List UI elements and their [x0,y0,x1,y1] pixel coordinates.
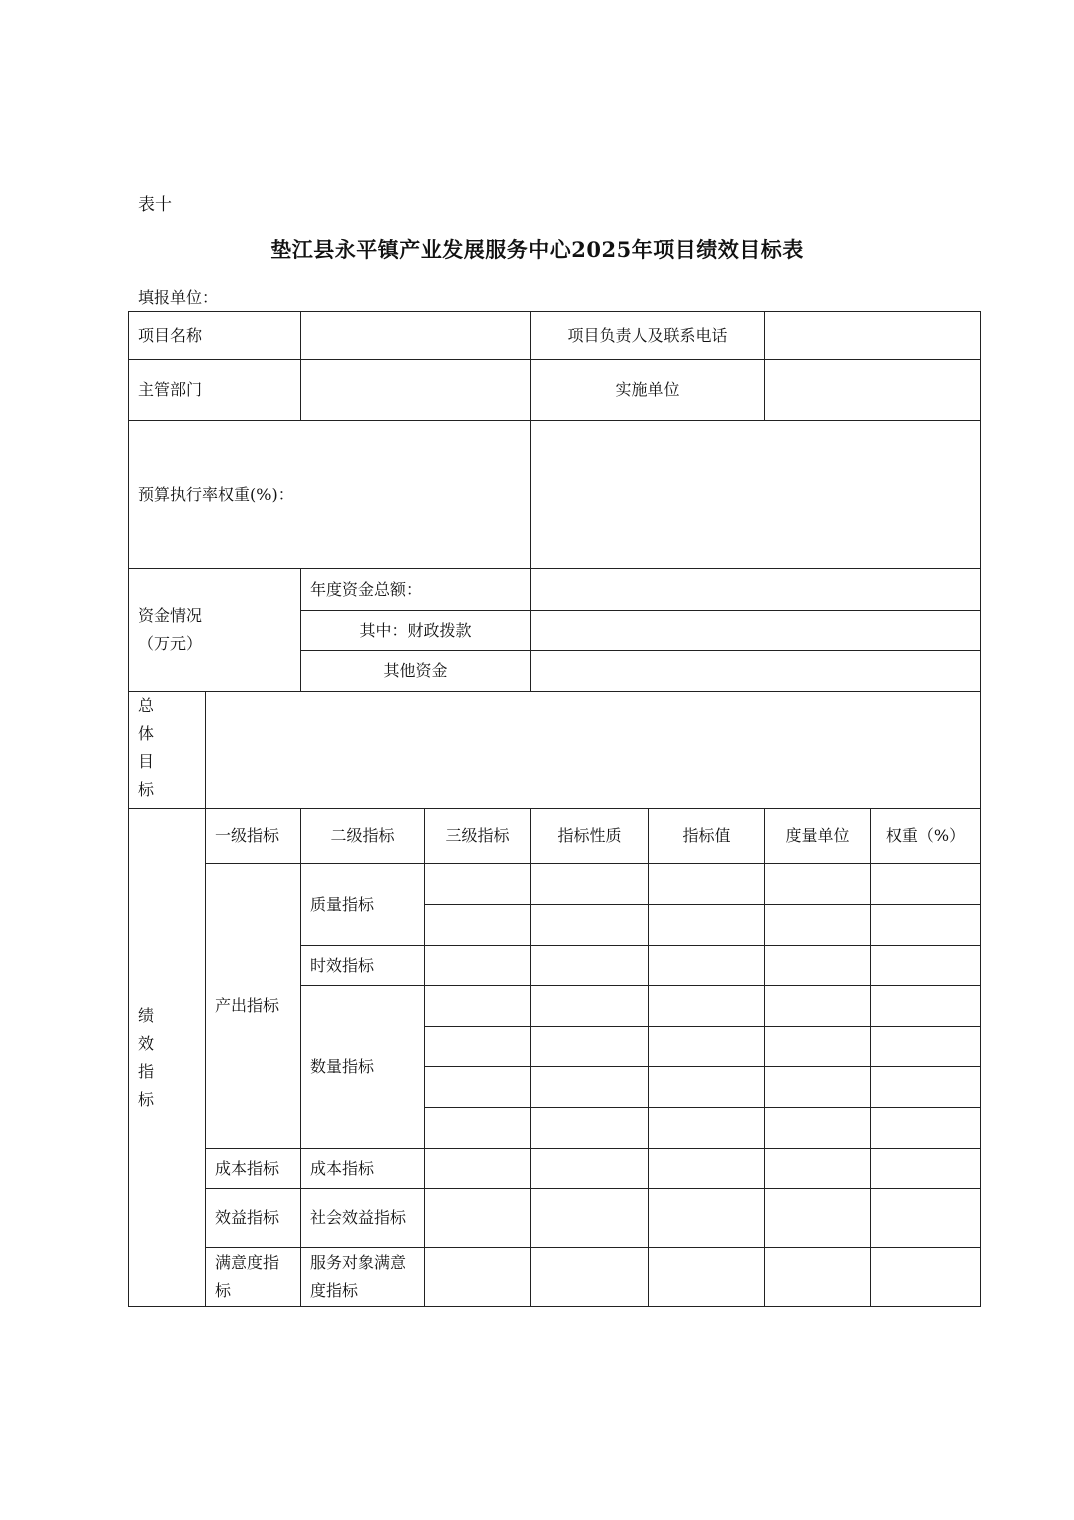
indicator-cell[interactable] [425,905,531,946]
indicator-cell[interactable] [871,864,981,905]
annual-total-label: 年度资金总额： [301,569,531,611]
indicator-cell[interactable] [425,1149,531,1189]
timeliness-indicator-label: 时效指标 [301,946,425,986]
indicator-cell[interactable] [765,1189,871,1248]
indicator-cell[interactable] [871,1248,981,1307]
benefit-indicator-level1: 效益指标 [206,1189,301,1248]
indicator-cell[interactable] [649,864,765,905]
indicator-cell[interactable] [531,1248,649,1307]
header-weight: 权重（%） [871,809,981,864]
indicator-cell[interactable] [649,946,765,986]
overall-goal-label: 总 体 目 标 [129,692,206,809]
indicator-cell[interactable] [425,1248,531,1307]
reporting-unit-label: 填报单位： [138,288,219,307]
indicator-cell[interactable] [531,1189,649,1248]
cost-indicator-level2: 成本指标 [301,1149,425,1189]
project-name-field[interactable] [301,312,531,360]
indicator-cell[interactable] [649,905,765,946]
indicator-cell[interactable] [531,1067,649,1108]
indicator-cell[interactable] [765,1067,871,1108]
indicator-cell[interactable] [871,1067,981,1108]
cost-indicator-level1: 成本指标 [206,1149,301,1189]
indicator-cell[interactable] [871,1149,981,1189]
indicator-cell[interactable] [531,946,649,986]
indicator-cell[interactable] [425,1027,531,1067]
indicator-cell[interactable] [871,1189,981,1248]
overall-goal-field[interactable] [206,692,981,809]
indicator-cell[interactable] [765,905,871,946]
indicator-cell[interactable] [531,1027,649,1067]
indicator-cell[interactable] [649,1027,765,1067]
quality-indicator-label: 质量指标 [301,864,425,946]
quantity-indicator-label: 数量指标 [301,986,425,1149]
indicator-cell[interactable] [531,1149,649,1189]
indicator-cell[interactable] [871,986,981,1027]
indicator-cell[interactable] [765,946,871,986]
budget-rate-field[interactable] [531,421,981,569]
indicator-cell[interactable] [765,864,871,905]
indicator-cell[interactable] [649,1149,765,1189]
fiscal-allocation-field[interactable] [531,611,981,651]
indicator-cell[interactable] [871,1108,981,1149]
performance-target-table [128,311,981,1307]
header-level1: 一级指标 [206,809,301,864]
header-nature: 指标性质 [531,809,649,864]
header-level2: 二级指标 [301,809,425,864]
indicator-cell[interactable] [765,1149,871,1189]
indicator-cell[interactable] [425,1108,531,1149]
indicator-cell[interactable] [765,1248,871,1307]
indicator-cell[interactable] [649,1108,765,1149]
indicator-cell[interactable] [649,986,765,1027]
social-benefit-indicator: 社会效益指标 [301,1189,425,1248]
funds-label: 资金情况 （万元） [129,569,301,692]
indicator-cell[interactable] [871,905,981,946]
satisfaction-indicator-level1: 满意度指标 [206,1248,301,1307]
performance-indicators-label: 绩 效 指 标 [129,809,206,1307]
indicator-cell[interactable] [425,946,531,986]
other-funds-label: 其他资金 [301,651,531,692]
indicator-cell[interactable] [765,1027,871,1067]
annual-total-field[interactable] [531,569,981,611]
implementing-unit-label: 实施单位 [531,360,765,421]
service-satisfaction-indicator: 服务对象满意度指标 [301,1248,425,1307]
header-unit: 度量单位 [765,809,871,864]
department-label: 主管部门 [129,360,301,421]
indicator-cell[interactable] [531,864,649,905]
project-manager-label: 项目负责人及联系电话 [531,312,765,360]
document-title: 垫江县永平镇产业发展服务中心2025年项目绩效目标表 [270,237,804,262]
indicator-cell[interactable] [871,1027,981,1067]
indicator-cell[interactable] [531,986,649,1027]
indicator-cell[interactable] [425,864,531,905]
table-number: 表十 [138,195,172,215]
indicator-cell[interactable] [649,1248,765,1307]
fiscal-allocation-label: 其中：财政拨款 [301,611,531,651]
header-level3: 三级指标 [425,809,531,864]
indicator-cell[interactable] [649,1189,765,1248]
other-funds-field[interactable] [531,651,981,692]
output-indicator-label: 产出指标 [206,864,301,1149]
indicator-cell[interactable] [425,1189,531,1248]
indicator-cell[interactable] [425,986,531,1027]
budget-rate-label: 预算执行率权重(%)： [129,421,531,569]
department-field[interactable] [301,360,531,421]
project-manager-field[interactable] [765,312,981,360]
indicator-cell[interactable] [425,1067,531,1108]
indicator-cell[interactable] [531,1108,649,1149]
implementing-unit-field[interactable] [765,360,981,421]
indicator-cell[interactable] [871,946,981,986]
indicator-cell[interactable] [765,986,871,1027]
indicator-cell[interactable] [765,1108,871,1149]
indicator-cell[interactable] [649,1067,765,1108]
project-name-label: 项目名称 [129,312,301,360]
header-value: 指标值 [649,809,765,864]
indicator-cell[interactable] [531,905,649,946]
